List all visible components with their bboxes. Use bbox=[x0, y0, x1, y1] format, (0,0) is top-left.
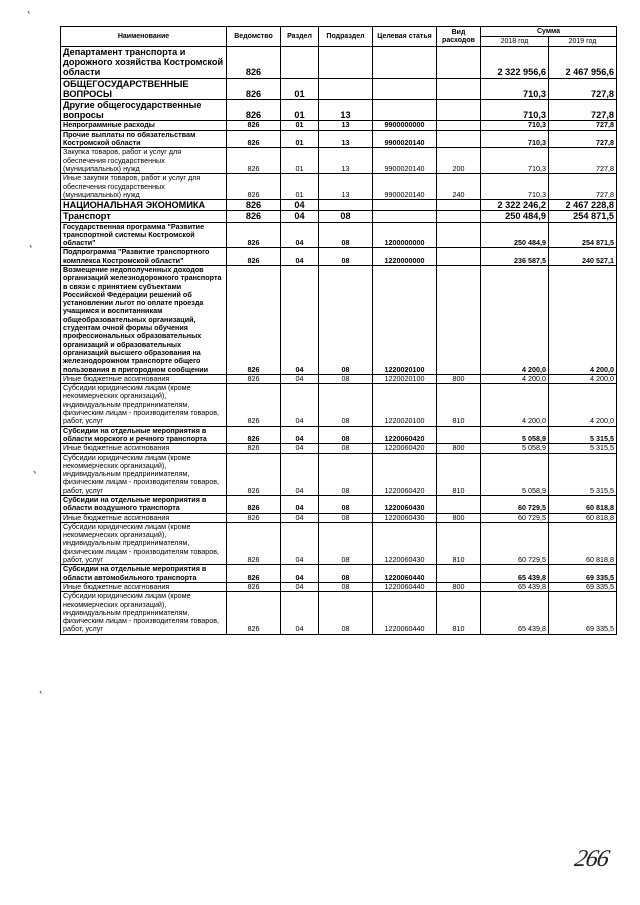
cell-section: 04 bbox=[281, 592, 319, 634]
cell-exp-type bbox=[437, 130, 481, 148]
cell-2018: 65 439,8 bbox=[481, 582, 549, 591]
margin-mark bbox=[40, 689, 45, 694]
margin-mark bbox=[28, 9, 33, 14]
col-target-header: Целевая статья bbox=[373, 27, 437, 47]
cell-name: Возмещение недополученных доходов организаций железнодорожного транспорта в связи с принятием субъектами Российской Федерации решений об установлении льгот по оплате проезда учащимся и воспитанникам общеобразовательных организаций, студентам очной формы обучения профессиональных образовательных организаций и образовательных организаций высшего образования на железнодорожном транспорте общего пользования в пригородном сообщении bbox=[61, 265, 227, 374]
cell-2019: 254 871,5 bbox=[549, 222, 617, 248]
cell-name: Субсидии на отдельные мероприятия в области воздушного транспорта bbox=[61, 496, 227, 514]
cell-2019: 4 200,0 bbox=[549, 384, 617, 426]
cell-dept: 826 bbox=[227, 592, 281, 634]
cell-dept: 826 bbox=[227, 374, 281, 383]
cell-exp-type: 810 bbox=[437, 453, 481, 495]
cell-dept: 826 bbox=[227, 78, 281, 99]
cell-2019: 60 818,8 bbox=[549, 513, 617, 522]
cell-subsection: 13 bbox=[319, 148, 373, 174]
cell-exp-type bbox=[437, 100, 481, 121]
cell-target: 1220000000 bbox=[373, 248, 437, 266]
cell-name: Иные бюджетные ассигнования bbox=[61, 374, 227, 383]
table-row bbox=[61, 522, 617, 564]
cell-dept: 826 bbox=[227, 565, 281, 583]
cell-dept: 826 bbox=[227, 130, 281, 148]
table-row bbox=[61, 211, 617, 222]
cell-section: 01 bbox=[281, 174, 319, 200]
table-row bbox=[61, 384, 617, 426]
cell-target: 9900020140 bbox=[373, 148, 437, 174]
cell-name: НАЦИОНАЛЬНАЯ ЭКОНОМИКА bbox=[61, 200, 227, 211]
cell-target: 1220060430 bbox=[373, 496, 437, 514]
cell-target bbox=[373, 47, 437, 79]
cell-subsection: 08 bbox=[319, 384, 373, 426]
cell-dept: 826 bbox=[227, 47, 281, 79]
table-row bbox=[61, 426, 617, 444]
cell-dept: 826 bbox=[227, 522, 281, 564]
col-section-header: Раздел bbox=[281, 27, 319, 47]
cell-dept: 826 bbox=[227, 426, 281, 444]
cell-exp-type: 810 bbox=[437, 522, 481, 564]
table-row bbox=[61, 78, 617, 99]
cell-2018: 710,3 bbox=[481, 121, 549, 130]
col-subsection-header: Подраздел bbox=[319, 27, 373, 47]
cell-section: 04 bbox=[281, 582, 319, 591]
cell-dept: 826 bbox=[227, 582, 281, 591]
cell-subsection: 08 bbox=[319, 565, 373, 583]
cell-exp-type: 810 bbox=[437, 592, 481, 634]
cell-section: 04 bbox=[281, 248, 319, 266]
table-row bbox=[61, 565, 617, 583]
cell-2019: 2 467 228,8 bbox=[549, 200, 617, 211]
cell-dept: 826 bbox=[227, 222, 281, 248]
cell-dept: 826 bbox=[227, 453, 281, 495]
cell-name: Транспорт bbox=[61, 211, 227, 222]
cell-subsection: 13 bbox=[319, 100, 373, 121]
cell-target bbox=[373, 211, 437, 222]
cell-2018: 60 729,5 bbox=[481, 513, 549, 522]
cell-subsection: 08 bbox=[319, 453, 373, 495]
cell-2018: 65 439,8 bbox=[481, 592, 549, 634]
cell-section: 04 bbox=[281, 565, 319, 583]
cell-name: Государственная программа "Развитие транспортной системы Костромской области" bbox=[61, 222, 227, 248]
cell-name: Иные бюджетные ассигнования bbox=[61, 513, 227, 522]
cell-exp-type bbox=[437, 211, 481, 222]
cell-dept: 826 bbox=[227, 174, 281, 200]
cell-exp-type bbox=[437, 565, 481, 583]
cell-2019: 60 818,8 bbox=[549, 496, 617, 514]
cell-section: 04 bbox=[281, 374, 319, 383]
cell-dept: 826 bbox=[227, 444, 281, 453]
cell-subsection: 08 bbox=[319, 248, 373, 266]
table-row bbox=[61, 453, 617, 495]
cell-2019: 727,8 bbox=[549, 148, 617, 174]
cell-2018: 2 322 956,6 bbox=[481, 47, 549, 79]
table-row bbox=[61, 248, 617, 266]
cell-name: Другие общегосударственные вопросы bbox=[61, 100, 227, 121]
cell-2019: 727,8 bbox=[549, 174, 617, 200]
cell-section: 01 bbox=[281, 100, 319, 121]
cell-subsection: 08 bbox=[319, 211, 373, 222]
cell-subsection: 08 bbox=[319, 496, 373, 514]
page-number-handwritten: 266 bbox=[572, 846, 611, 872]
cell-section: 04 bbox=[281, 384, 319, 426]
cell-target: 1220060420 bbox=[373, 453, 437, 495]
cell-dept: 826 bbox=[227, 496, 281, 514]
cell-target: 9900000000 bbox=[373, 121, 437, 130]
cell-section: 01 bbox=[281, 78, 319, 99]
col-2018-header: 2018 год bbox=[481, 37, 549, 47]
cell-target: 1220060420 bbox=[373, 426, 437, 444]
cell-2018: 250 484,9 bbox=[481, 211, 549, 222]
cell-target: 1220020100 bbox=[373, 374, 437, 383]
table-row bbox=[61, 496, 617, 514]
table-row bbox=[61, 100, 617, 121]
col-sum-header: Сумма bbox=[481, 27, 617, 37]
cell-dept: 826 bbox=[227, 248, 281, 266]
cell-section: 04 bbox=[281, 211, 319, 222]
cell-subsection: 08 bbox=[319, 522, 373, 564]
cell-exp-type bbox=[437, 496, 481, 514]
cell-target: 1220060430 bbox=[373, 522, 437, 564]
margin-mark bbox=[34, 469, 39, 474]
cell-section: 04 bbox=[281, 444, 319, 453]
col-dept-header: Ведомство bbox=[227, 27, 281, 47]
cell-dept: 826 bbox=[227, 513, 281, 522]
cell-2018: 65 439,8 bbox=[481, 565, 549, 583]
cell-exp-type bbox=[437, 200, 481, 211]
cell-exp-type: 810 bbox=[437, 384, 481, 426]
cell-exp-type: 200 bbox=[437, 148, 481, 174]
cell-name: Субсидии юридическим лицам (кроме некоммерческих организаций), индивидуальным предпринимателям, физическим лицам - производителям товаров, работ, услуг bbox=[61, 384, 227, 426]
col-name-header: Наименование bbox=[61, 27, 227, 47]
cell-exp-type bbox=[437, 78, 481, 99]
cell-2019: 5 315,5 bbox=[549, 426, 617, 444]
table-row bbox=[61, 582, 617, 591]
table-row bbox=[61, 222, 617, 248]
table-row bbox=[61, 592, 617, 634]
cell-dept: 826 bbox=[227, 200, 281, 211]
cell-section: 04 bbox=[281, 426, 319, 444]
cell-2019: 727,8 bbox=[549, 100, 617, 121]
cell-section: 04 bbox=[281, 496, 319, 514]
cell-dept: 826 bbox=[227, 265, 281, 374]
cell-subsection: 08 bbox=[319, 265, 373, 374]
cell-exp-type bbox=[437, 248, 481, 266]
cell-name: Субсидии юридическим лицам (кроме некоммерческих организаций), индивидуальным предпринимателям, физическим лицам - производителям товаров, работ, услуг bbox=[61, 592, 227, 634]
cell-2019: 69 335,5 bbox=[549, 582, 617, 591]
cell-subsection: 08 bbox=[319, 374, 373, 383]
cell-exp-type bbox=[437, 265, 481, 374]
cell-2018: 2 322 246,2 bbox=[481, 200, 549, 211]
cell-2018: 710,3 bbox=[481, 78, 549, 99]
cell-2018: 710,3 bbox=[481, 100, 549, 121]
cell-2019: 69 335,5 bbox=[549, 592, 617, 634]
cell-target bbox=[373, 200, 437, 211]
cell-2019: 727,8 bbox=[549, 78, 617, 99]
cell-name: Иные закупки товаров, работ и услуг для обеспечения государственных (муниципальных) нужд bbox=[61, 174, 227, 200]
cell-exp-type bbox=[437, 426, 481, 444]
cell-section: 01 bbox=[281, 121, 319, 130]
document-page bbox=[60, 26, 616, 635]
cell-2018: 5 058,9 bbox=[481, 444, 549, 453]
cell-2018: 710,3 bbox=[481, 148, 549, 174]
cell-subsection: 08 bbox=[319, 582, 373, 591]
cell-dept: 826 bbox=[227, 384, 281, 426]
cell-exp-type bbox=[437, 222, 481, 248]
cell-name: Закупка товаров, работ и услуг для обеспечения государственных (муниципальных) нужд bbox=[61, 148, 227, 174]
cell-section: 01 bbox=[281, 130, 319, 148]
cell-exp-type: 240 bbox=[437, 174, 481, 200]
cell-2019: 60 818,8 bbox=[549, 522, 617, 564]
table-row bbox=[61, 200, 617, 211]
cell-target: 1220020100 bbox=[373, 265, 437, 374]
cell-dept: 826 bbox=[227, 100, 281, 121]
col-exp-type-header: Вид расходов bbox=[437, 27, 481, 47]
cell-exp-type: 800 bbox=[437, 374, 481, 383]
cell-subsection: 13 bbox=[319, 121, 373, 130]
cell-section: 04 bbox=[281, 200, 319, 211]
cell-subsection bbox=[319, 78, 373, 99]
cell-2018: 236 587,5 bbox=[481, 248, 549, 266]
cell-2019: 2 467 956,6 bbox=[549, 47, 617, 79]
cell-target: 1200000000 bbox=[373, 222, 437, 248]
cell-target: 9900020140 bbox=[373, 130, 437, 148]
cell-exp-type: 800 bbox=[437, 513, 481, 522]
cell-name: Иные бюджетные ассигнования bbox=[61, 444, 227, 453]
cell-target: 1220060440 bbox=[373, 582, 437, 591]
cell-exp-type bbox=[437, 47, 481, 79]
cell-section: 04 bbox=[281, 453, 319, 495]
cell-2019: 240 527,1 bbox=[549, 248, 617, 266]
table-row bbox=[61, 444, 617, 453]
cell-section: 04 bbox=[281, 265, 319, 374]
cell-target bbox=[373, 78, 437, 99]
cell-2018: 710,3 bbox=[481, 174, 549, 200]
cell-name: Департамент транспорта и дорожного хозяйства Костромской области bbox=[61, 47, 227, 79]
cell-2018: 710,3 bbox=[481, 130, 549, 148]
cell-subsection: 08 bbox=[319, 222, 373, 248]
cell-2018: 5 058,9 bbox=[481, 453, 549, 495]
margin-mark bbox=[30, 243, 35, 248]
table-row bbox=[61, 47, 617, 79]
cell-name: Подпрограмма "Развитие транспортного комплекса Костромской области" bbox=[61, 248, 227, 266]
cell-section: 04 bbox=[281, 522, 319, 564]
cell-2019: 5 315,5 bbox=[549, 453, 617, 495]
table-row bbox=[61, 148, 617, 174]
cell-subsection bbox=[319, 47, 373, 79]
table-row bbox=[61, 513, 617, 522]
table-body bbox=[61, 47, 617, 635]
cell-2018: 250 484,9 bbox=[481, 222, 549, 248]
table-row bbox=[61, 265, 617, 374]
cell-section: 01 bbox=[281, 148, 319, 174]
cell-target bbox=[373, 100, 437, 121]
cell-2019: 254 871,5 bbox=[549, 211, 617, 222]
cell-2019: 5 315,5 bbox=[549, 444, 617, 453]
cell-2019: 69 335,5 bbox=[549, 565, 617, 583]
cell-exp-type: 800 bbox=[437, 582, 481, 591]
cell-subsection bbox=[319, 200, 373, 211]
cell-2019: 4 200,0 bbox=[549, 265, 617, 374]
table-row bbox=[61, 130, 617, 148]
cell-name: Непрограммные расходы bbox=[61, 121, 227, 130]
cell-name: Прочие выплаты по обязательствам Костромской области bbox=[61, 130, 227, 148]
cell-subsection: 08 bbox=[319, 426, 373, 444]
cell-subsection: 13 bbox=[319, 130, 373, 148]
table-row bbox=[61, 174, 617, 200]
cell-name: Субсидии на отдельные мероприятия в области морского и речного транспорта bbox=[61, 426, 227, 444]
cell-dept: 826 bbox=[227, 148, 281, 174]
cell-2019: 727,8 bbox=[549, 130, 617, 148]
cell-2019: 4 200,0 bbox=[549, 374, 617, 383]
cell-exp-type: 800 bbox=[437, 444, 481, 453]
cell-name: Иные бюджетные ассигнования bbox=[61, 582, 227, 591]
cell-subsection: 13 bbox=[319, 174, 373, 200]
cell-name: ОБЩЕГОСУДАРСТВЕННЫЕ ВОПРОСЫ bbox=[61, 78, 227, 99]
cell-name: Субсидии юридическим лицам (кроме некоммерческих организаций), индивидуальным предпринимателям, физическим лицам - производителям товаров, работ, услуг bbox=[61, 453, 227, 495]
cell-2019: 727,8 bbox=[549, 121, 617, 130]
cell-name: Субсидии на отдельные мероприятия в области автомобильного транспорта bbox=[61, 565, 227, 583]
cell-dept: 826 bbox=[227, 211, 281, 222]
cell-subsection: 08 bbox=[319, 444, 373, 453]
cell-target: 9900020140 bbox=[373, 174, 437, 200]
cell-subsection: 08 bbox=[319, 592, 373, 634]
cell-target: 1220060420 bbox=[373, 444, 437, 453]
cell-2018: 60 729,5 bbox=[481, 496, 549, 514]
cell-name: Субсидии юридическим лицам (кроме некоммерческих организаций), индивидуальным предпринимателям, физическим лицам - производителям товаров, работ, услуг bbox=[61, 522, 227, 564]
cell-2018: 4 200,0 bbox=[481, 384, 549, 426]
col-2019-header: 2019 год bbox=[549, 37, 617, 47]
cell-section: 04 bbox=[281, 513, 319, 522]
cell-subsection: 08 bbox=[319, 513, 373, 522]
cell-dept: 826 bbox=[227, 121, 281, 130]
cell-section: 04 bbox=[281, 222, 319, 248]
cell-target: 1220060440 bbox=[373, 565, 437, 583]
cell-target: 1220020100 bbox=[373, 384, 437, 426]
cell-exp-type bbox=[437, 121, 481, 130]
budget-table bbox=[60, 26, 617, 635]
cell-2018: 4 200,0 bbox=[481, 374, 549, 383]
cell-2018: 4 200,0 bbox=[481, 265, 549, 374]
cell-section bbox=[281, 47, 319, 79]
table-row bbox=[61, 121, 617, 130]
cell-2018: 5 058,9 bbox=[481, 426, 549, 444]
cell-target: 1220060440 bbox=[373, 592, 437, 634]
table-row bbox=[61, 374, 617, 383]
cell-2018: 60 729,5 bbox=[481, 522, 549, 564]
cell-target: 1220060430 bbox=[373, 513, 437, 522]
